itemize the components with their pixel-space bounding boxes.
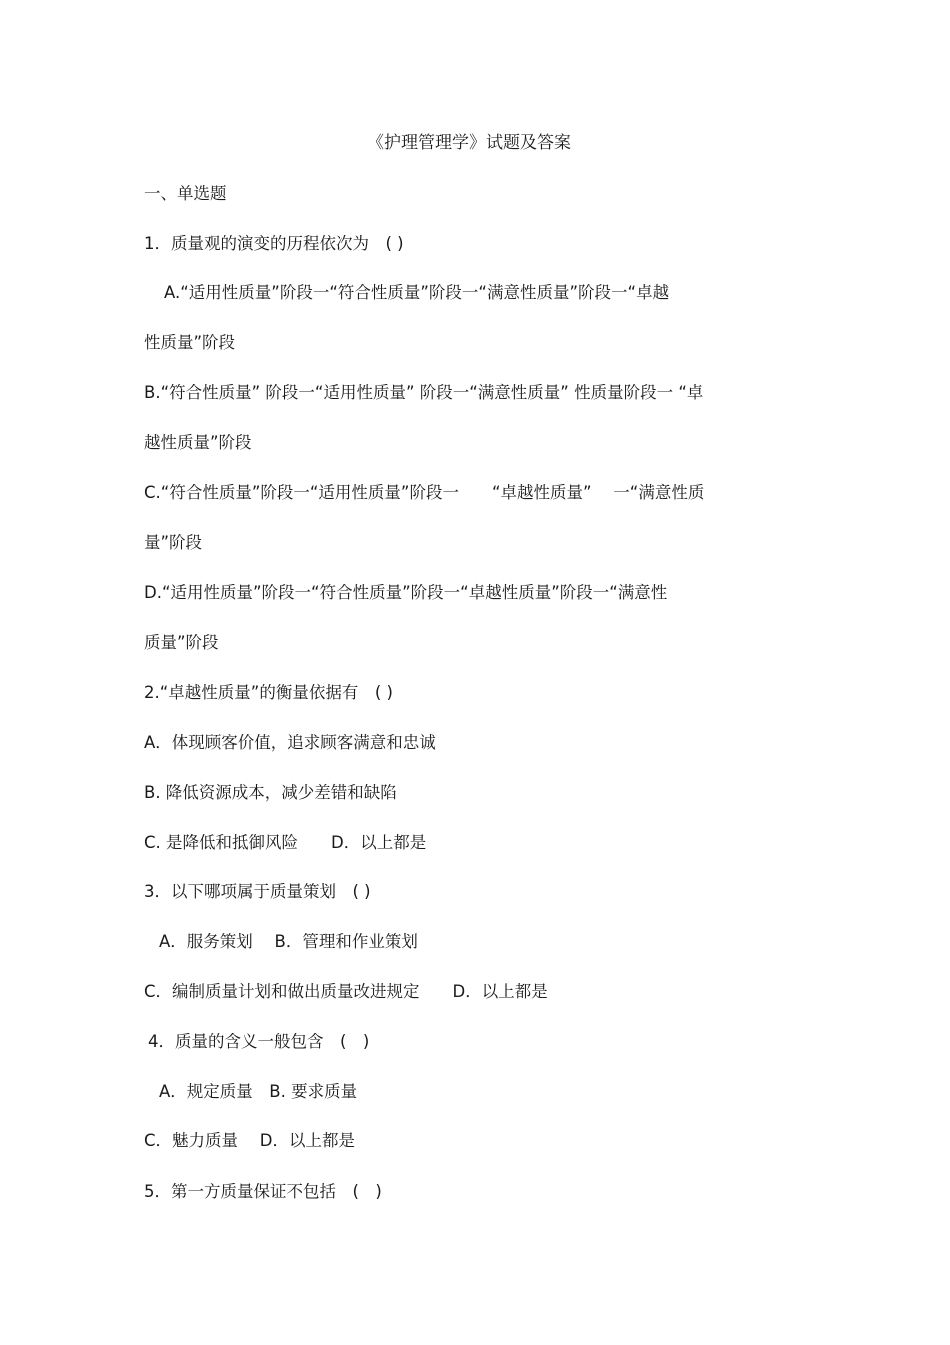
question-1-option-b: B.“符合性质量” 阶段一“适用性质量” 阶段一“满意性质量” 性质量阶段一 “卓	[144, 383, 704, 402]
document-title: 《护理管理学》试题及答案	[367, 133, 571, 153]
question-3-option-ab: A．服务策划 B．管理和作业策划	[159, 932, 418, 951]
question-4: 4．质量的含义一般包含 ( )	[148, 1032, 370, 1051]
question-3-option-cd: C．编制质量计划和做出质量改进规定 D．以上都是	[144, 982, 548, 1001]
question-4-option-ab: A．规定质量 B. 要求质量	[159, 1082, 358, 1101]
question-1-option-a: A.“适用性质量”阶段一“符合性质量”阶段一“满意性质量”阶段一“卓越	[164, 283, 670, 302]
question-1-option-c-cont: 量”阶段	[144, 533, 203, 552]
question-5: 5．第一方质量保证不包括 ( )	[144, 1182, 382, 1201]
section-heading: 一、单选题	[144, 184, 227, 203]
question-1: 1．质量观的演变的历程依次为 ( )	[144, 234, 404, 253]
question-1-option-a-cont: 性质量”阶段	[144, 333, 236, 352]
question-1-option-b-cont: 越性质量”阶段	[144, 433, 252, 452]
question-1-option-c: C.“符合性质量”阶段一“适用性质量”阶段一 “卓越性质量” 一“满意性质	[144, 483, 705, 502]
question-4-option-cd: C．魅力质量 D．以上都是	[144, 1131, 355, 1150]
question-1-option-d: D.“适用性质量”阶段一“符合性质量”阶段一“卓越性质量”阶段一“满意性	[144, 583, 668, 602]
question-2-option-a: A．体现顾客价值，追求顾客满意和忠诚	[144, 733, 436, 752]
question-2: 2.“卓越性质量”的衡量依据有 ( )	[144, 683, 393, 702]
question-3: 3．以下哪项属于质量策划 ( )	[144, 882, 371, 901]
question-1-option-d-cont: 质量”阶段	[144, 633, 219, 652]
question-2-option-b: B. 降低资源成本，减少差错和缺陷	[144, 783, 397, 802]
question-2-option-cd: C. 是降低和抵御风险 D．以上都是	[144, 833, 427, 852]
